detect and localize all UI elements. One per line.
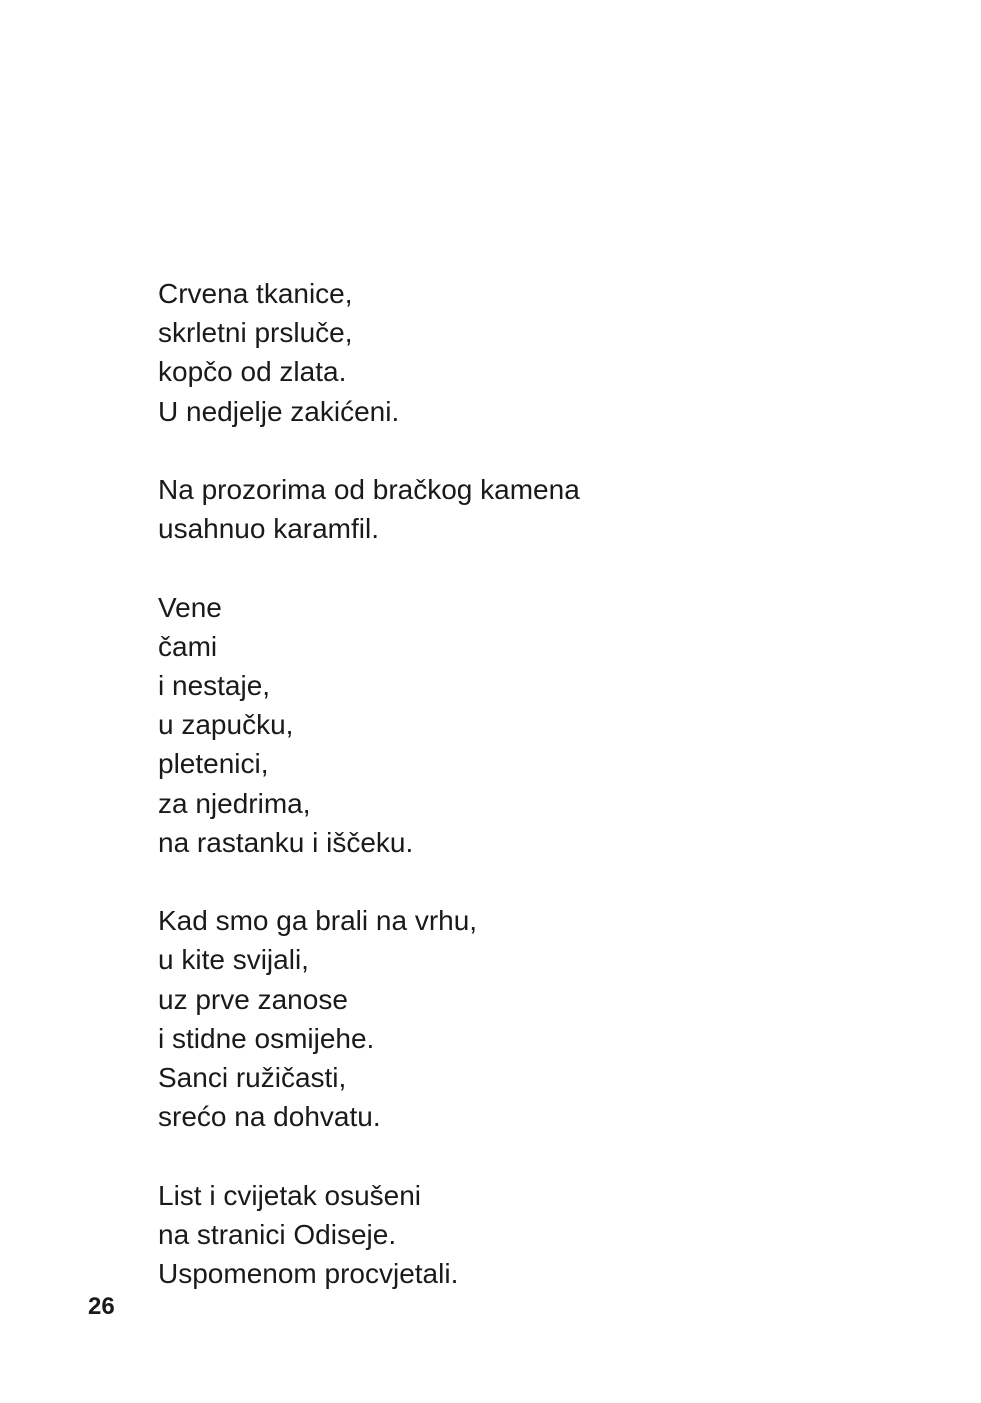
poem-line: usahnuo karamfil. [158,513,380,545]
poem-line: u zapučku, [158,709,294,741]
poem-line: za njedrima, [158,787,311,819]
poem-line: na stranici Odiseje. [158,1218,397,1250]
poem-line: uz prve zanose [158,983,348,1015]
stanza-1 [158,274,858,431]
poem-line: srećo na dohvatu. [158,1101,381,1133]
poem-line: Vene [158,591,222,623]
poem-line: na rastanku i iščeku. [158,826,414,858]
page-number: 26 [88,1293,115,1320]
poem-line: kopčo od zlata. [158,356,347,388]
poem-line: Sanci ružičasti, [158,1062,347,1094]
poem-body [158,274,858,1293]
stanza-3 [158,588,858,862]
poem-line: i nestaje, [158,670,271,701]
poem-line: Uspomenom procvjetali. [158,1258,459,1290]
poem-line: čami [158,630,218,662]
stanza-5 [158,1176,858,1294]
poem-line: u kite svijali, [158,944,309,976]
poem-line: List i cvijetak osušeni [158,1179,422,1211]
poem-line: Kad smo ga brali na vrhu, [158,905,478,937]
poem-line: U nedjelje zakićeni. [158,395,400,427]
stanza-2 [158,470,858,548]
poem-line: i stidne osmijehe. [158,1022,375,1054]
poem-line: pletenici, [158,748,269,780]
poem-line: Na prozorima od bračkog kamena [158,474,580,505]
poem-line: Crvena tkanice, [158,278,353,309]
poem-line: skrletni prsluče, [158,317,353,349]
stanza-4 [158,901,858,1136]
